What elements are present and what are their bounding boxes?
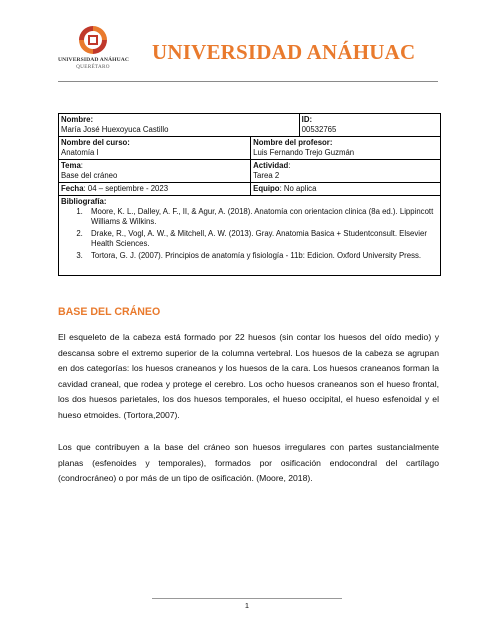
nombre-label: Nombre: xyxy=(61,115,94,124)
table-row xyxy=(59,114,441,137)
tema-label: Tema xyxy=(61,161,81,170)
id-value: 00532765 xyxy=(301,125,337,134)
university-logo xyxy=(58,24,128,76)
curso-value: Anatomía I xyxy=(61,148,99,157)
section-title: BASE DEL CRÁNEO xyxy=(58,306,161,318)
nombre-value: María José Huexoyuca Castillo xyxy=(61,125,169,134)
curso-label: Nombre del curso: xyxy=(61,138,130,147)
tema-colon: : xyxy=(80,161,83,170)
page-number: 1 xyxy=(244,601,250,610)
table-row xyxy=(59,196,441,276)
paragraph-1: El esqueleto de la cabeza está formado por 22 huesos (sin contar los huesos del oído medio) y descansa sobre el extremo superior de la columna vertebral. Los huesos de la cabeza se agrupan en dos categorías: los huesos craneanos y los huesos de la cara. Los huesos craneanos forman la cavidad craneal, que rodea y protege el cerebro. Los ocho huesos craneanos son el hueso frontal, los dos huesos parietales, los dos huesos temporales, el hueso occipital, el hueso esfenoidal y el hueso etmoides. (Tortora,2007). xyxy=(58,332,439,420)
logo-university-name: UNIVERSIDAD ANÁHUAC xyxy=(58,57,130,63)
tema-value: Base del cráneo xyxy=(61,171,118,180)
list-item: 2. Drake, R., Vogl, A. W., & Mitchell, A. W. (2013). Gray. Anatomia Basica + Studentconsult. Elsevier Health Sciences. xyxy=(85,229,438,249)
logo-emblem-icon xyxy=(76,24,110,56)
page-header xyxy=(0,0,494,84)
curso-cell xyxy=(59,137,251,160)
student-info-table xyxy=(58,113,441,276)
bibliography-list xyxy=(61,207,438,261)
fecha-value: : 04 – septiembre - 2023 xyxy=(83,184,169,193)
actividad-cell xyxy=(251,160,441,183)
bibliografia-label: Bibliografía xyxy=(61,197,104,206)
table-row xyxy=(59,183,441,196)
footer-divider xyxy=(152,598,342,599)
actividad-value: Tarea 2 xyxy=(253,171,280,180)
logo-campus-name: QUERÉTARO xyxy=(76,64,110,70)
paragraph-2: Los que contribuyen a la base del cráneo son huesos irregulares con partes sustancialmente planas (esfenoides y temporales), formados por osificación endocondral del cartílago (condrocráneo) o por más de un tipo de osificación. (Moore, 2018). xyxy=(58,442,439,484)
nombre-cell xyxy=(59,114,300,137)
profesor-cell xyxy=(251,137,441,160)
equipo-label: Equipo xyxy=(253,184,280,193)
fecha-label: Fecha xyxy=(61,184,84,193)
equipo-value: : No aplica xyxy=(279,184,317,193)
fecha-cell xyxy=(59,183,251,196)
bibliografia-colon: : xyxy=(103,197,107,206)
profesor-label: Nombre del profesor: xyxy=(253,138,333,147)
tema-cell xyxy=(59,160,251,183)
bibliografia-cell xyxy=(59,196,441,276)
header-divider xyxy=(58,81,438,82)
actividad-colon: : xyxy=(288,161,291,170)
table-row xyxy=(59,137,441,160)
list-item: 3. Tortora, G. J. (2007). Principios de anatomía y fisiología - 11b: Edicion. Oxford University Press. xyxy=(85,251,438,261)
equipo-cell xyxy=(251,183,441,196)
table-row xyxy=(59,160,441,183)
id-label: ID: xyxy=(301,115,313,124)
actividad-label: Actividad xyxy=(253,161,289,170)
university-title: UNIVERSIDAD ANÁHUAC xyxy=(152,40,416,64)
id-cell xyxy=(299,114,440,137)
list-item: 1. Moore, K. L., Dalley, A. F., II, & Agur, A. (2018). Anatomía con orientacion clinica (8a ed.). Lippincott Williams & Wilkins. xyxy=(85,207,438,227)
profesor-value: Luis Fernando Trejo Guzmán xyxy=(253,148,355,157)
